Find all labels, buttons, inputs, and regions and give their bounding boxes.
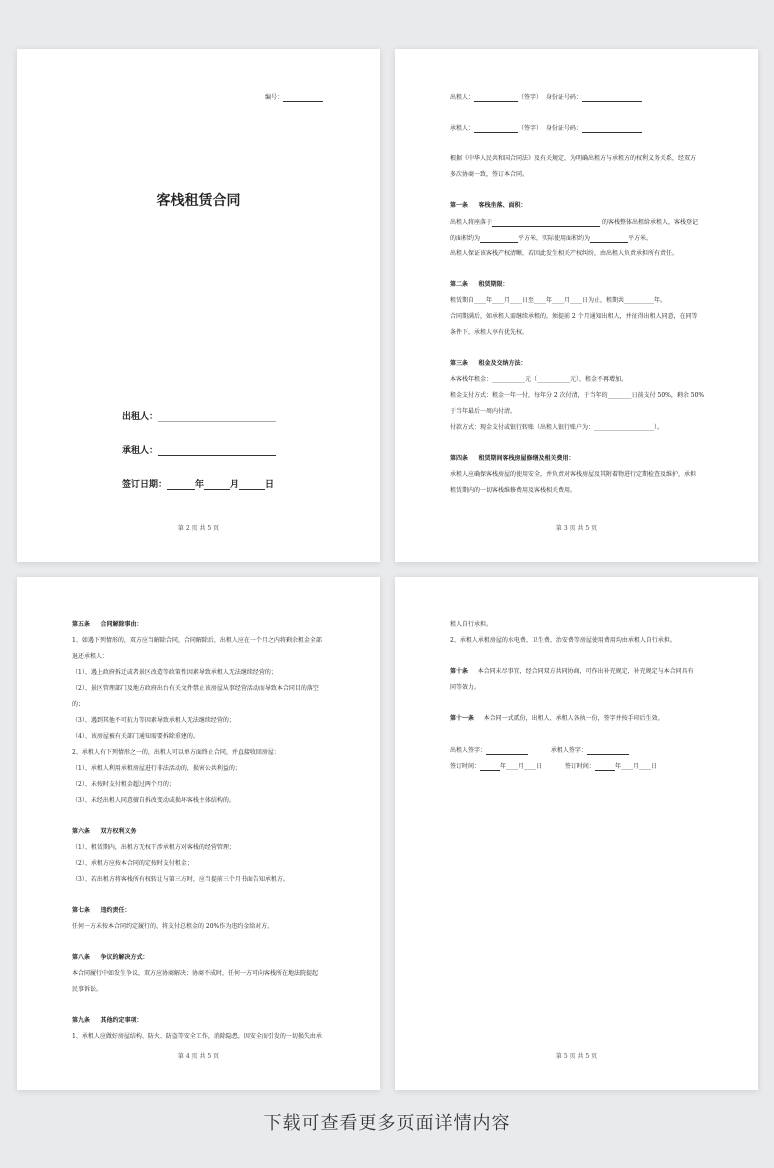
article-5-text: （3）、未经出租人同意擅自拆改变动或损坏客栈主体结构的。 — [72, 797, 235, 804]
article-4-heading: 第四条 租赁期间客栈房屋修缮及相关费用： — [450, 455, 575, 462]
article-1-text: 出租人保证该客栈产权清晰，若因此发生相关产权纠纷，由出租人负责承担所有责任。 — [450, 250, 679, 257]
article-9-continued: 租人自行承担。 — [450, 621, 493, 628]
article-10-text: 第十条 本合同未尽事宜，经合同双方共同协商，可作出补充规定，补充规定与本合同具有 — [450, 668, 694, 675]
article-5-text: 的； — [72, 701, 85, 708]
article-3-text: 于当年最后一周内付清。 — [450, 408, 517, 415]
article-1-heading: 第一条 客栈坐落、面积： — [450, 202, 527, 209]
article-9-heading: 第九条 其他约定事项： — [72, 1017, 143, 1024]
article-3-text: 付款方式：现金支付或银行转账（出租人银行账户为：____________________）。 — [450, 424, 664, 431]
intro-text: 多次协商一致，签订本合同。 — [450, 171, 529, 178]
sign-date-line: 签订日期： 年 月 日 — [122, 480, 275, 490]
article-5-text: 退还承租人： — [72, 653, 109, 660]
document-page-2 — [395, 49, 758, 562]
article-2-text: 条件下，承租人享有优先权。 — [450, 329, 529, 336]
intro-text: 根据《中华人民共和国合同法》及有关规定，为明确出租方与承租方的权利义务关系，经双方 — [450, 155, 697, 162]
article-8-text: 本合同履行中如发生争议，双方应协商解决；协商不成时，任何一方可向客栈所在地法院提起 — [72, 970, 319, 977]
page-footer: 第 2 页 共 5 页 — [177, 525, 220, 532]
article-6-text: （3）、若出租方将客栈所有权转让与第三方时，应当提前三个月书面告知承租方。 — [72, 876, 289, 883]
article-7-text: 任何一方未按本合同约定履行的，将支付总租金的 20%作为违约金给对方。 — [72, 923, 274, 930]
lessor-info-line: 出租人： （签字） 身份证号码： — [450, 93, 642, 102]
article-3-text: 本客栈年租金：___________元（___________元），租金不再增加。 — [450, 376, 628, 383]
article-6-text: （2）、承租方应按本合同的定按时支付租金； — [72, 860, 193, 867]
article-5-text: 2、承租人有下列情形之一的，出租人可以单方面终止合同，并直接收回房屋： — [72, 749, 280, 756]
article-4-text: 租赁期内的一切客栈维修费用及客栈相关费用。 — [450, 487, 577, 494]
signature-lines: 出租人签字： 承租人签字： — [450, 746, 629, 755]
article-1-text: 的面积约为 平方米，实际使用面积约为 平方米。 — [450, 235, 653, 242]
article-2-heading: 第二条 租赁期限： — [450, 281, 509, 288]
article-4-text: 承租人应确保客栈房屋的使用安全，并负责对客栈房屋及其附着物进行定期检查及维护，承担 — [450, 471, 697, 478]
article-3-text: 租金支付方式：租金一年一付，每年分 2 次付清，于当年的________日前支付 50%，剩余 50% — [450, 392, 705, 399]
article-9-text: 1、承租人应做好房屋结构、防火、防盗等安全工作，消除隐患，因安全而引发的一切损失由承 — [72, 1033, 322, 1040]
page-footer: 第 4 页 共 5 页 — [177, 1053, 220, 1060]
signature-dates: 签订时间： 年____月____日 签订时间： 年____月____日 — [450, 763, 657, 770]
article-2-text: 合同期满后，如承租人需继续承租的，须提前 2 个月通知出租人，并征得出租人同意，在同等 — [450, 313, 698, 320]
lessee-signature-line: 承租人： — [122, 443, 276, 456]
article-5-text: （1）、承租人利用承租房屋进行非法活动的，损害公共利益的； — [72, 765, 241, 772]
article-5-text: （2）、未按时支付租金超过两个月的； — [72, 781, 175, 788]
download-caption: 下载可查看更多页面详情内容 — [263, 1113, 511, 1134]
page-title: 客栈租赁合同 — [156, 193, 241, 209]
article-5-text: 1、如遇下列情形的，双方应当解除合同，合同解除后，出租人应在一个月之内将剩余租金全部 — [72, 637, 322, 644]
article-5-heading: 第五条 合同解除事由： — [72, 621, 143, 628]
article-2-text: 租赁期自____年____月____日至____年____月____日为止，租期共__________年。 — [450, 297, 667, 304]
article-8-heading: 第八条 争议的解决方式： — [72, 954, 149, 961]
article-9-continued: 2、承租人承租房屋的水电费、卫生费、治安费等房屋使用费用均由承租人自行承担。 — [450, 637, 676, 644]
article-10-text: 同等效力。 — [450, 684, 481, 691]
article-8-text: 民事诉讼。 — [72, 986, 103, 993]
article-6-text: （1）、租赁期内，出租方无权干涉承租方对客栈的经营管理； — [72, 844, 235, 851]
document-page-1 — [17, 49, 380, 562]
article-5-text: （4）、该房屋被有关部门通知需要拆除重建的。 — [72, 733, 199, 740]
lessee-info-line: 承租人： （签字） 身份证号码： — [450, 124, 642, 133]
page-footer: 第 5 页 共 5 页 — [555, 1053, 598, 1060]
article-7-heading: 第七条 违约责任： — [72, 907, 131, 914]
article-3-heading: 第三条 租金及交纳方法： — [450, 360, 527, 367]
article-5-text: （1）、遇上政府拆迁或者景区改造等政策性因素导致承租人无法继续经营的； — [72, 669, 277, 676]
document-page-4 — [395, 577, 758, 1090]
article-1-text: 出租人将座落于 的客栈整体出租给承租人，客栈登记 — [450, 219, 698, 226]
lessor-signature-line: 出租人： — [122, 409, 276, 422]
article-5-text: （2）、景区管理部门及地方政府出台有关文件禁止该房屋从事经营活动而导致本合同目的落空 — [72, 685, 319, 692]
article-5-text: （3）、遇到其他不可抗力等因素导致承租人无法继续经营的； — [72, 717, 235, 724]
article-6-heading: 第六条 双方权利义务 — [72, 828, 137, 835]
page-footer: 第 3 页 共 5 页 — [555, 525, 598, 532]
article-11-text: 第十一条 本合同一式贰份，出租人、承租人各执一份，签字并按手印后生效。 — [450, 715, 664, 722]
contract-number: 编号： — [265, 93, 323, 102]
document-page-3 — [17, 577, 380, 1090]
